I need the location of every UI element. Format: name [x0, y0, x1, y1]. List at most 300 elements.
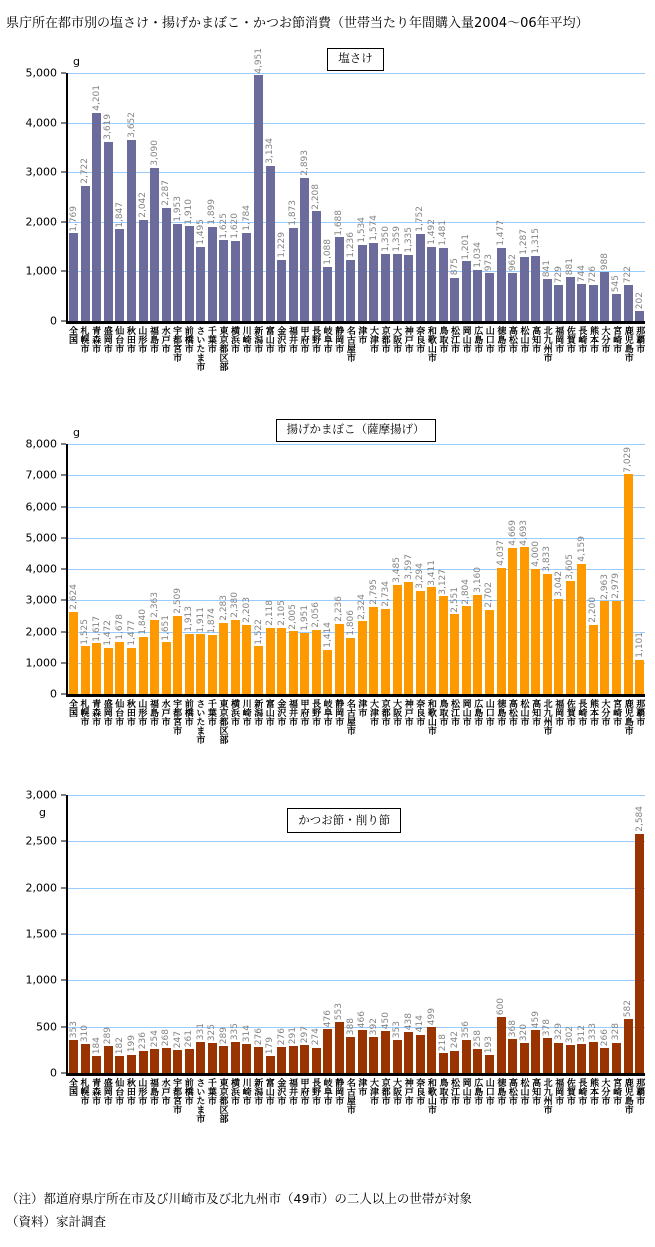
x-axis-label: さいたま市 — [194, 1078, 205, 1123]
bar — [543, 574, 552, 694]
bar-slot — [241, 444, 253, 694]
bar-value-label: 744 — [576, 264, 587, 283]
x-axis-label: 長崎市 — [576, 699, 587, 726]
x-axis-slot — [425, 1078, 437, 1142]
bar-value-label: 266 — [599, 1029, 610, 1047]
y-axis-tick-label: 0 — [50, 1066, 57, 1080]
bar — [369, 243, 378, 321]
bar — [185, 1049, 194, 1073]
x-axis-label: 横浜市 — [229, 1078, 240, 1105]
x-axis-slot — [599, 699, 611, 763]
x-axis-slot — [193, 1078, 205, 1142]
bar — [381, 1031, 390, 1073]
bar-slot — [287, 73, 299, 321]
bar-value-label: 1,335 — [403, 227, 414, 253]
bar-slot — [634, 73, 646, 321]
bar-value-label: 353 — [391, 1021, 402, 1039]
x-axis-label: 静岡市 — [333, 326, 344, 353]
x-axis-slot — [564, 1078, 576, 1142]
x-axis-slot — [460, 699, 472, 763]
bar — [254, 646, 263, 694]
bar-slot — [518, 73, 530, 321]
bar-value-label: 1,847 — [114, 201, 125, 228]
bar — [346, 260, 355, 321]
x-axis-slot — [355, 1078, 367, 1142]
x-axis-slot — [575, 1078, 587, 1142]
chart-agekamaboko — [0, 418, 655, 763]
bar — [173, 1050, 182, 1073]
x-axis-label: 津市 — [356, 1078, 367, 1096]
bar — [335, 624, 344, 694]
bar-slot — [149, 795, 161, 1073]
bar-value-label: 973 — [484, 253, 495, 271]
bar-slot — [495, 444, 507, 694]
x-axis-slot — [159, 326, 171, 390]
bar — [635, 311, 644, 321]
x-axis-label: 鹿児島市 — [622, 1078, 633, 1114]
bar-value-label: 335 — [230, 1022, 241, 1040]
bar — [485, 273, 494, 321]
bar-value-label: 2,200 — [588, 597, 599, 624]
x-axis-label: 東京都区部 — [217, 326, 228, 371]
x-axis-slot — [471, 326, 483, 390]
bar — [577, 284, 586, 321]
bar — [427, 587, 436, 694]
x-axis-slot — [552, 699, 564, 763]
bar-slot — [541, 795, 553, 1073]
x-axis-slot — [170, 326, 182, 390]
x-axis-label: 静岡市 — [333, 1078, 344, 1105]
bar-value-label: 2,324 — [357, 593, 368, 620]
x-axis-label: 山形市 — [136, 699, 147, 726]
x-axis-label: 岐阜市 — [321, 699, 332, 726]
bar-slot — [68, 73, 80, 321]
x-axis-label: 新潟市 — [252, 699, 263, 726]
chart-title-row — [66, 47, 645, 73]
x-axis-label: 那覇市 — [634, 1078, 645, 1105]
bar-slot — [160, 444, 172, 694]
x-axis-slot — [541, 326, 553, 390]
x-axis-slot — [599, 326, 611, 390]
x-axis-label: 熊本市 — [587, 699, 598, 726]
bar-slot — [634, 795, 646, 1073]
bar-value-label: 2,893 — [299, 149, 310, 176]
bar — [277, 260, 286, 321]
bar — [300, 178, 309, 321]
x-axis-label: 熊本市 — [587, 1078, 598, 1105]
bar-value-label: 179 — [264, 1037, 275, 1055]
y-axis-tick-label: 2,000 — [25, 215, 57, 229]
bar-value-label: 1,899 — [207, 199, 218, 225]
bar-slot — [276, 444, 288, 694]
bar — [115, 642, 124, 694]
bar-value-label: 2,042 — [137, 191, 148, 218]
x-axis-label: 水戸市 — [159, 1078, 170, 1105]
x-axis-slot — [471, 699, 483, 763]
bar — [473, 270, 482, 321]
bar-value-label: 3,619 — [103, 113, 114, 140]
bar-value-label: 2,702 — [484, 581, 495, 608]
bar-slot — [438, 795, 450, 1073]
bar-value-label: 268 — [160, 1028, 171, 1047]
bar-slot — [137, 444, 149, 694]
y-axis-tick-label: 1,000 — [25, 264, 57, 278]
x-axis-label: 全国 — [66, 699, 77, 717]
bar-slot — [276, 73, 288, 321]
bar-value-label: 297 — [299, 1026, 310, 1044]
bar-value-label: 1,873 — [287, 200, 298, 227]
bar-value-label: 2,283 — [218, 594, 229, 621]
bar-value-label: 218 — [438, 1033, 449, 1051]
x-axis-labels-katsuobushi — [66, 1076, 645, 1142]
plot-area-katsuobushi — [66, 795, 645, 1076]
unit-label: g — [39, 806, 46, 819]
y-axis-tick-label: 1,500 — [25, 927, 57, 941]
bar — [162, 208, 171, 321]
x-axis-label: 高松市 — [506, 326, 517, 353]
bar-value-label: 1,477 — [495, 219, 506, 246]
bar-value-label: 1,688 — [334, 209, 345, 236]
bar — [416, 1035, 425, 1073]
bar-slot — [172, 444, 184, 694]
bar-slot — [287, 444, 299, 694]
bar-slot — [218, 795, 230, 1073]
bar-slot — [68, 444, 80, 694]
bar-value-label: 1,101 — [634, 631, 645, 658]
bar — [69, 233, 78, 321]
bar-value-label: 2,795 — [368, 578, 379, 605]
bar — [69, 1040, 78, 1073]
x-axis-slot — [622, 326, 634, 390]
x-axis-label: 神戸市 — [402, 1078, 413, 1105]
x-axis-slot — [506, 326, 518, 390]
bar — [81, 1044, 90, 1073]
bar — [358, 1030, 367, 1073]
bar-value-label: 2,380 — [230, 591, 241, 618]
bar-slot — [114, 444, 126, 694]
bar-slot — [576, 795, 588, 1073]
y-axis-tick-label: 0 — [50, 314, 57, 328]
x-axis-slot — [367, 699, 379, 763]
x-axis-slot — [332, 326, 344, 390]
bar — [115, 229, 124, 321]
x-axis-label: 鹿児島市 — [622, 326, 633, 362]
x-axis-slot — [448, 1078, 460, 1142]
bar-value-label: 1,678 — [114, 613, 125, 640]
x-axis-slot — [587, 326, 599, 390]
x-axis-label: 青森市 — [90, 326, 101, 353]
x-axis-label: 宇都宮市 — [171, 699, 182, 735]
bar-value-label: 4,037 — [495, 540, 506, 566]
x-axis-slot — [101, 1078, 113, 1142]
x-axis-label: 和歌山市 — [425, 326, 436, 362]
bar-value-label: 368 — [507, 1019, 518, 1037]
bar-value-label: 3,090 — [149, 139, 160, 166]
bar — [439, 596, 448, 694]
bar-value-label: 1,574 — [368, 215, 379, 241]
x-axis-slot — [135, 699, 147, 763]
bar — [346, 638, 355, 694]
bar-slot — [80, 73, 92, 321]
x-axis-slot — [217, 1078, 229, 1142]
x-axis-slot — [552, 326, 564, 390]
bar-value-label: 333 — [588, 1022, 599, 1041]
x-axis-slot — [309, 326, 321, 390]
bar — [127, 648, 136, 694]
bar — [335, 237, 344, 321]
bar-value-label: 1,287 — [518, 229, 529, 256]
bar-slot — [114, 73, 126, 321]
bar-value-label: 4,000 — [530, 541, 541, 567]
x-axis-slot — [147, 1078, 159, 1142]
bar-value-label: 353 — [68, 1021, 79, 1039]
x-axis-slot — [112, 1078, 124, 1142]
bar-value-label: 276 — [253, 1028, 264, 1046]
bar-value-label: 2,551 — [449, 586, 460, 613]
x-axis-slot — [587, 699, 599, 763]
x-axis-slot — [78, 699, 90, 763]
bar — [323, 267, 332, 321]
x-axis-label: 津市 — [356, 326, 367, 344]
x-axis-slot — [506, 1078, 518, 1142]
x-axis-slot — [541, 1078, 553, 1142]
y-axis-tick-label: 3,000 — [25, 165, 57, 179]
x-axis-label: 前橋市 — [182, 1078, 193, 1105]
bar-slot — [391, 444, 403, 694]
x-axis-label: 松山市 — [518, 1078, 529, 1105]
chart-title-katsuobushi: かつお節・削り節 — [287, 808, 401, 833]
bar — [208, 635, 217, 694]
x-axis-slot — [228, 1078, 240, 1142]
x-axis-label: 京都市 — [379, 699, 390, 726]
x-axis-slot — [205, 1078, 217, 1142]
bar — [242, 1044, 251, 1073]
x-axis-label: 水戸市 — [159, 699, 170, 726]
bar-value-label: 1,236 — [345, 231, 356, 258]
bar — [312, 630, 321, 694]
x-axis-slot — [529, 326, 541, 390]
x-axis-label: 宇都宮市 — [171, 326, 182, 362]
x-axis-label: 岐阜市 — [321, 1078, 332, 1105]
x-axis-slot — [159, 1078, 171, 1142]
x-axis-label: 大分市 — [599, 1078, 610, 1105]
bar-slot — [553, 795, 565, 1073]
x-axis-slot — [494, 1078, 506, 1142]
bar-slot — [126, 73, 138, 321]
bar-value-label: 1,752 — [415, 206, 425, 233]
x-axis-label: 奈良市 — [414, 699, 425, 726]
bar-value-label: 2,963 — [599, 573, 610, 600]
y-axis-katsuobushi — [0, 788, 66, 1080]
bar — [612, 601, 621, 694]
bar-value-label: 1,806 — [345, 609, 356, 636]
x-axis-slot — [251, 326, 263, 390]
x-axis-slot — [251, 1078, 263, 1142]
bar-value-label: 1,874 — [207, 607, 218, 634]
x-axis-slot — [379, 326, 391, 390]
x-axis-label: 大津市 — [367, 326, 378, 353]
bar — [462, 261, 471, 321]
footer — [6, 1188, 655, 1233]
bar — [485, 1055, 494, 1073]
y-axis-tick-label: 6,000 — [25, 500, 57, 513]
bar-value-label: 2,804 — [461, 578, 472, 605]
y-axis-tick-label: 1,000 — [25, 973, 57, 987]
bar-value-label: 3,160 — [472, 567, 483, 594]
x-axis-slot — [367, 326, 379, 390]
bar-slot — [183, 73, 195, 321]
x-axis-label: 大分市 — [599, 699, 610, 726]
x-axis-label: 松山市 — [518, 699, 529, 726]
bar-value-label: 4,693 — [518, 519, 529, 546]
bar — [577, 1044, 586, 1073]
bar — [81, 646, 90, 694]
y-axis-tick-label: 4,000 — [25, 562, 57, 576]
x-axis-slot — [274, 699, 286, 763]
x-axis-label: 長崎市 — [576, 326, 587, 353]
x-axis-slot — [89, 1078, 101, 1142]
bar-slot — [472, 795, 484, 1073]
bar-slot — [518, 795, 530, 1073]
bar-value-label: 466 — [357, 1010, 368, 1028]
x-axis-label: 福岡市 — [553, 326, 564, 353]
bar-slot — [611, 795, 623, 1073]
bar-value-label: 247 — [172, 1030, 183, 1049]
x-axis-label: 那覇市 — [634, 699, 645, 726]
x-axis-slot — [494, 699, 506, 763]
bar-value-label: 875 — [449, 258, 460, 276]
bar — [508, 273, 517, 321]
bar-value-label: 4,201 — [91, 84, 102, 111]
x-axis-label: 鳥取市 — [437, 699, 448, 726]
x-axis-label: 名古屋市 — [344, 1078, 355, 1114]
bar-value-label: 254 — [149, 1030, 160, 1048]
x-axis-slot — [575, 326, 587, 390]
bar — [289, 228, 298, 321]
bar-slot — [299, 795, 311, 1073]
bar — [162, 1048, 171, 1073]
bar-slot — [137, 73, 149, 321]
bar-slot — [241, 73, 253, 321]
x-axis-label: 福島市 — [148, 326, 158, 353]
bar-slot — [299, 73, 311, 321]
bar-value-label: 3,411 — [426, 559, 437, 586]
bar — [242, 233, 251, 321]
bar — [485, 610, 494, 694]
x-axis-slot — [298, 699, 310, 763]
bar — [554, 285, 563, 321]
bar — [300, 1045, 309, 1073]
bar — [554, 1043, 563, 1073]
x-axis-slot — [437, 326, 449, 390]
bar-slot — [103, 795, 115, 1073]
y-axis-tick-label: 3,000 — [25, 788, 57, 802]
x-axis-slot — [298, 1078, 310, 1142]
x-axis-slot — [66, 1078, 78, 1142]
bar — [185, 226, 194, 321]
bar-slot — [634, 444, 646, 694]
bar-value-label: 378 — [542, 1018, 553, 1036]
bar-value-label: 2,208 — [311, 183, 322, 210]
x-axis-label: 甲府市 — [298, 326, 309, 353]
x-axis-label: 和歌山市 — [425, 699, 436, 735]
bar-value-label: 1,620 — [230, 212, 241, 239]
x-axis-label: 北九州市 — [541, 326, 552, 362]
x-axis-labels-shiosake — [66, 324, 645, 390]
x-axis-label: 岡山市 — [460, 699, 471, 726]
bar-value-label: 1,951 — [299, 605, 310, 632]
x-axis-label: 佐賀市 — [564, 326, 575, 353]
bar-value-label: 2,734 — [380, 580, 391, 607]
bar-value-label: 236 — [137, 1031, 148, 1050]
bar-slot — [91, 795, 103, 1073]
x-axis-label: 大分市 — [599, 326, 610, 353]
x-axis-slot — [390, 326, 402, 390]
bar-value-label: 7,029 — [622, 446, 633, 473]
bar-value-label: 3,294 — [415, 563, 425, 590]
bar — [358, 621, 367, 694]
chart-katsuobushi — [0, 788, 655, 1142]
bar — [266, 166, 275, 321]
x-axis-slot — [321, 326, 333, 390]
bar-slot — [599, 73, 611, 321]
bar — [369, 1037, 378, 1073]
x-axis-label: 大阪市 — [391, 1078, 402, 1105]
x-axis-slot — [135, 326, 147, 390]
x-axis-slot — [344, 326, 356, 390]
bar-value-label: 582 — [622, 999, 633, 1018]
bar-value-label: 841 — [542, 260, 553, 278]
bar-value-label: 1,525 — [80, 618, 91, 645]
bar-value-label: 3,597 — [403, 553, 414, 580]
x-axis-slot — [483, 326, 495, 390]
bar — [277, 1047, 286, 1073]
bar-value-label: 2,363 — [149, 592, 160, 619]
bar-slot — [495, 73, 507, 321]
bar-value-label: 314 — [241, 1024, 252, 1042]
x-axis-label: 東京都区部 — [217, 699, 228, 744]
x-axis-slot — [610, 326, 622, 390]
x-axis-label: 岐阜市 — [321, 326, 332, 353]
bar-value-label: 2,509 — [172, 587, 183, 614]
x-axis-label: 大津市 — [367, 699, 378, 726]
bar-value-label: 289 — [103, 1027, 114, 1045]
bar-value-label: 600 — [495, 998, 506, 1016]
x-axis-slot — [448, 699, 460, 763]
x-axis-slot — [367, 1078, 379, 1142]
x-axis-slot — [529, 699, 541, 763]
x-axis-label: 横浜市 — [229, 699, 240, 726]
bar — [520, 1043, 529, 1073]
bar — [219, 240, 228, 321]
bar-slot — [253, 795, 265, 1073]
bar — [520, 547, 529, 694]
bar-value-label: 2,979 — [611, 573, 622, 599]
bar-slot — [264, 73, 276, 321]
bar-slot — [137, 795, 149, 1073]
bar — [393, 254, 402, 321]
bar — [185, 634, 194, 694]
x-axis-label: 奈良市 — [414, 1078, 425, 1105]
bar — [173, 224, 182, 321]
bar-slot — [322, 795, 334, 1073]
x-axis-slot — [124, 699, 136, 763]
bar-slot — [472, 444, 484, 694]
bar-slot — [91, 73, 103, 321]
x-axis-label: 名古屋市 — [344, 326, 355, 362]
bar — [231, 1042, 240, 1073]
bar-value-label: 310 — [80, 1025, 91, 1043]
